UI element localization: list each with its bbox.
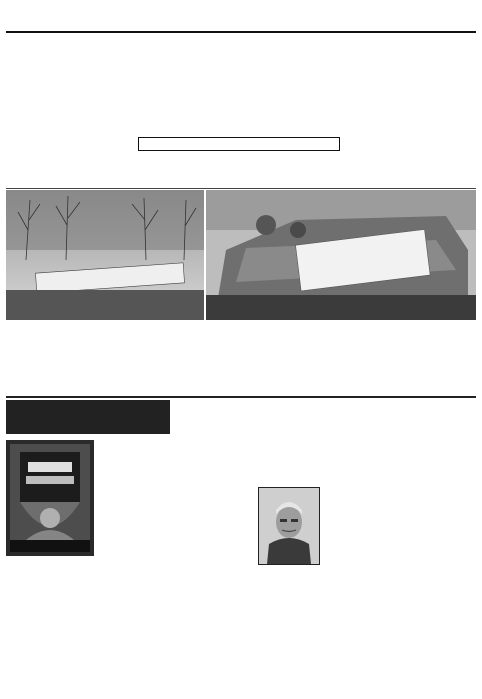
photo-students-march [6,190,204,320]
jalal-title-block [250,404,354,482]
section-title [190,2,300,3]
masthead-rule [6,31,476,33]
photo-students-march-svg [6,190,204,320]
logo [408,4,470,26]
jalal-portrait-svg [259,488,319,564]
photo-jalal [258,487,320,565]
feature-title-box [140,150,336,186]
poster-svg [6,440,94,556]
feature-rule-bottom [6,396,476,398]
photo-tank-banner-svg [206,190,476,320]
masthead [0,0,482,32]
photo-tank-banner [206,190,476,320]
photo-poster [6,440,94,556]
request-headline-box [6,400,170,434]
feature-kicker-box [138,137,340,151]
feature-rule-top [6,188,476,189]
